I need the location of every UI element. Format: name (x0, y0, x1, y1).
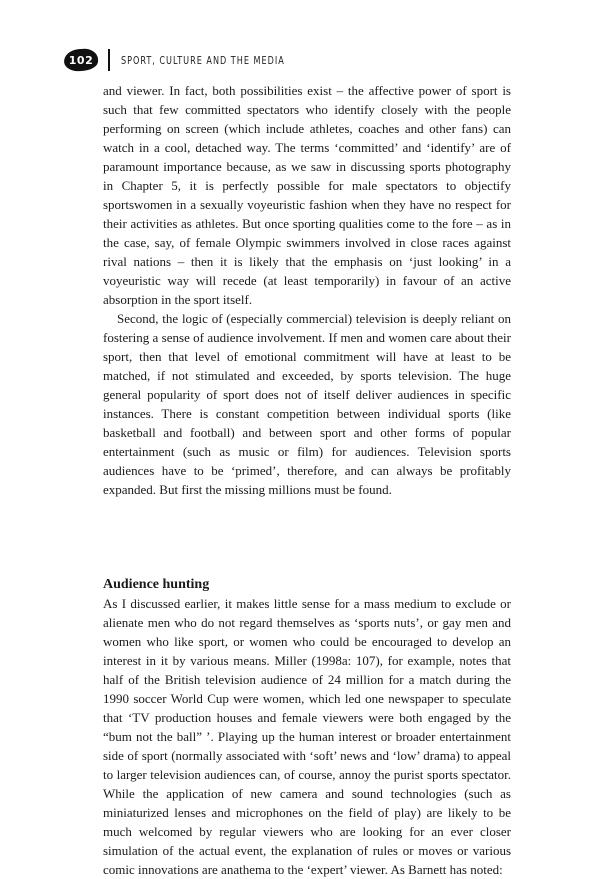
paragraph-continued: and viewer. In fact, both possibilities exist – the affective power of sport is such that few committed spectators who identify closely with the people performing on screen (which include athletes, coaches and other fans) can watch in a cool, detached way. The terms ‘committed’ and ‘identify’ are of paramount importance because, as we saw in discussing sports photography in Chapter 5, it is perfectly possible for male spectators to objectify sportswomen in a sexually voyeuristic fashion when they have no respect for their activities as athletes. But once sporting qualities come to the fore – as in the case, say, of female Olympic swimmers involved in close races against rival nations – then it is likely that the emphasis on ‘just looking’ in a voyeuristic way will recede (at least temporarily) in favour of an active absorption in the sport itself. (103, 83, 511, 307)
page-number-badge (64, 49, 98, 71)
paragraph-second: Second, the logic of (especially commercial) television is deeply reliant on fostering a sense of audience involvement. If men and women care about their sport, then that level of emotional commitment will have at least to be matched, if not stimulated and exceeded, by sports television. The huge general popularity of sport does not of itself deliver audiences in specific instances. There is constant competition between individual sports (like basketball and football) and between sport and other forms of popular entertainment (such as music or film) for audiences. Television sports audiences have to be ‘primed’, therefore, and can always be profitably expanded. But first the missing millions must be found. (103, 311, 511, 497)
section-paragraph: As I discussed earlier, it makes little sense for a mass medium to exclude or alienate men who do not regard themselves as ‘sports nuts’, or gay men and women who like sport, or women who could be encouraged to develop an interest in it by various means. Miller (1998a: 107), for example, notes that half of the British television audience of 24 million for a match during the 1990 soccer World Cup were women, which led one newspaper to speculate that ‘TV production houses and female viewers were both engaged by the “bum not the ball” ’. Playing up the human interest or broader entertainment side of sport (normally associated with ‘soft’ news and ‘low’ drama) to appeal to larger television audiences can, of course, annoy the purist sports spectator. While the application of new camera and sound technologies (such as miniaturized lenses and microphones on the field of play) are likely to be much welcomed by regular viewers who are looking for an ever closer simulation of the actual event, the explanation of rules or moves or various comic innovations are anathema to the ‘expert’ viewer. As Barnett has noted: (103, 596, 511, 877)
header-divider (108, 49, 110, 71)
section-heading: Audience hunting (103, 577, 210, 592)
page-header (64, 47, 321, 73)
page-number: 102 (68, 53, 94, 67)
body-text (103, 81, 511, 879)
running-head: SPORT, CULTURE AND THE MEDIA (121, 53, 285, 67)
